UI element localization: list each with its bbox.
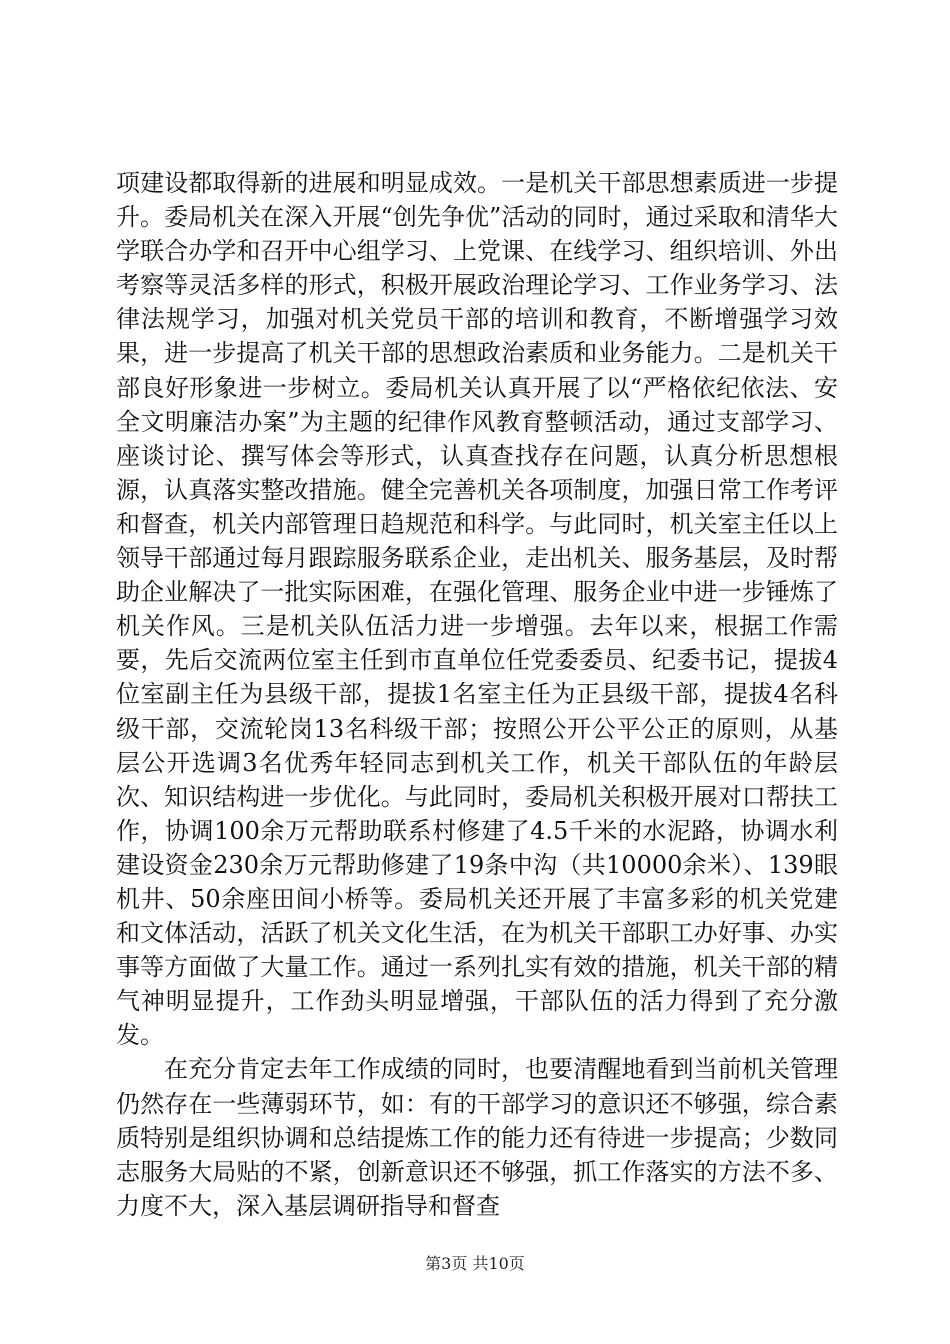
page-number-footer: 第3页 共10页 xyxy=(425,1254,525,1273)
document-body xyxy=(116,166,838,1223)
paragraph-second: 在充分肯定去年工作成绩的同时，也要清醒地看到当前机关管理仍然存在一些薄弱环节，如：有的干部学习的意识还不够强，综合素质特别是组织协调和总结提炼工作的能力还有待进一步提高；少数同志服务大局贴的不紧，创新意识还不够强，抓工作落实的方法不多、力度不大，深入基层调研指导和督查 xyxy=(116,1055,838,1220)
paragraph-continuation: 项建设都取得新的进展和明显成效。一是机关干部思想素质进一步提升。委局机关在深入开展“创先争优”活动的同时，通过采取和清华大学联合办学和召开中心组学习、上党课、在线学习、组织培训、外出考察等灵活多样的形式，积极开展政治理论学习、工作业务学习、法律法规学习，加强对机关党员干部的培训和教育，不断增强学习效果，进一步提高了机关干部的思想政治素质和业务能力。二是机关干部良好形象进一步树立。委局机关认真开展了以“严格依纪依法、安全文明廉洁办案”为主题的纪律作风教育整顿活动，通过支部学习、座谈讨论、撰写体会等形式，认真查找存在问题，认真分析思想根源，认真落实整改措施。健全完善机关各项制度，加强日常工作考评和督查，机关内部管理日趋规范和科学。与此同时，机关室主任以上领导干部通过每月跟踪服务联系企业，走出机关、服务基层，及时帮助企业解决了一批实际困难，在强化管理、服务企业中进一步锤炼了机关作风。三是机关队伍活力进一步增强。去年以来，根据工作需要，先后交流两位室主任到市直单位任党委委员、纪委书记，提拔4位室副主任为县级干部，提拔1名室主任为正县级干部，提拔4名科级干部，交流轮岗13名科级干部；按照公开公平公正的原则，从基层公开选调3名优秀年轻同志到机关工作，机关干部队伍的年龄层次、知识结构进一步优化。与此同时，委局机关积极开展对口帮扶工作，协调100余万元帮助联系村修建了4.5千米的水泥路，协调水利建设资金230余万元帮助修建了19条中沟（共10000余米）、139眼机井、50余座田间小桥等。委局机关还开展了丰富多彩的机关党建和文体活动，活跃了机关文化生活，在为机关干部职工办好事、办实事等方面做了大量工作。通过一系列扎实有效的措施，机关干部的精气神明显提升，工作劲头明显增强，干部队伍的活力得到了充分激发。 xyxy=(116,169,838,1050)
